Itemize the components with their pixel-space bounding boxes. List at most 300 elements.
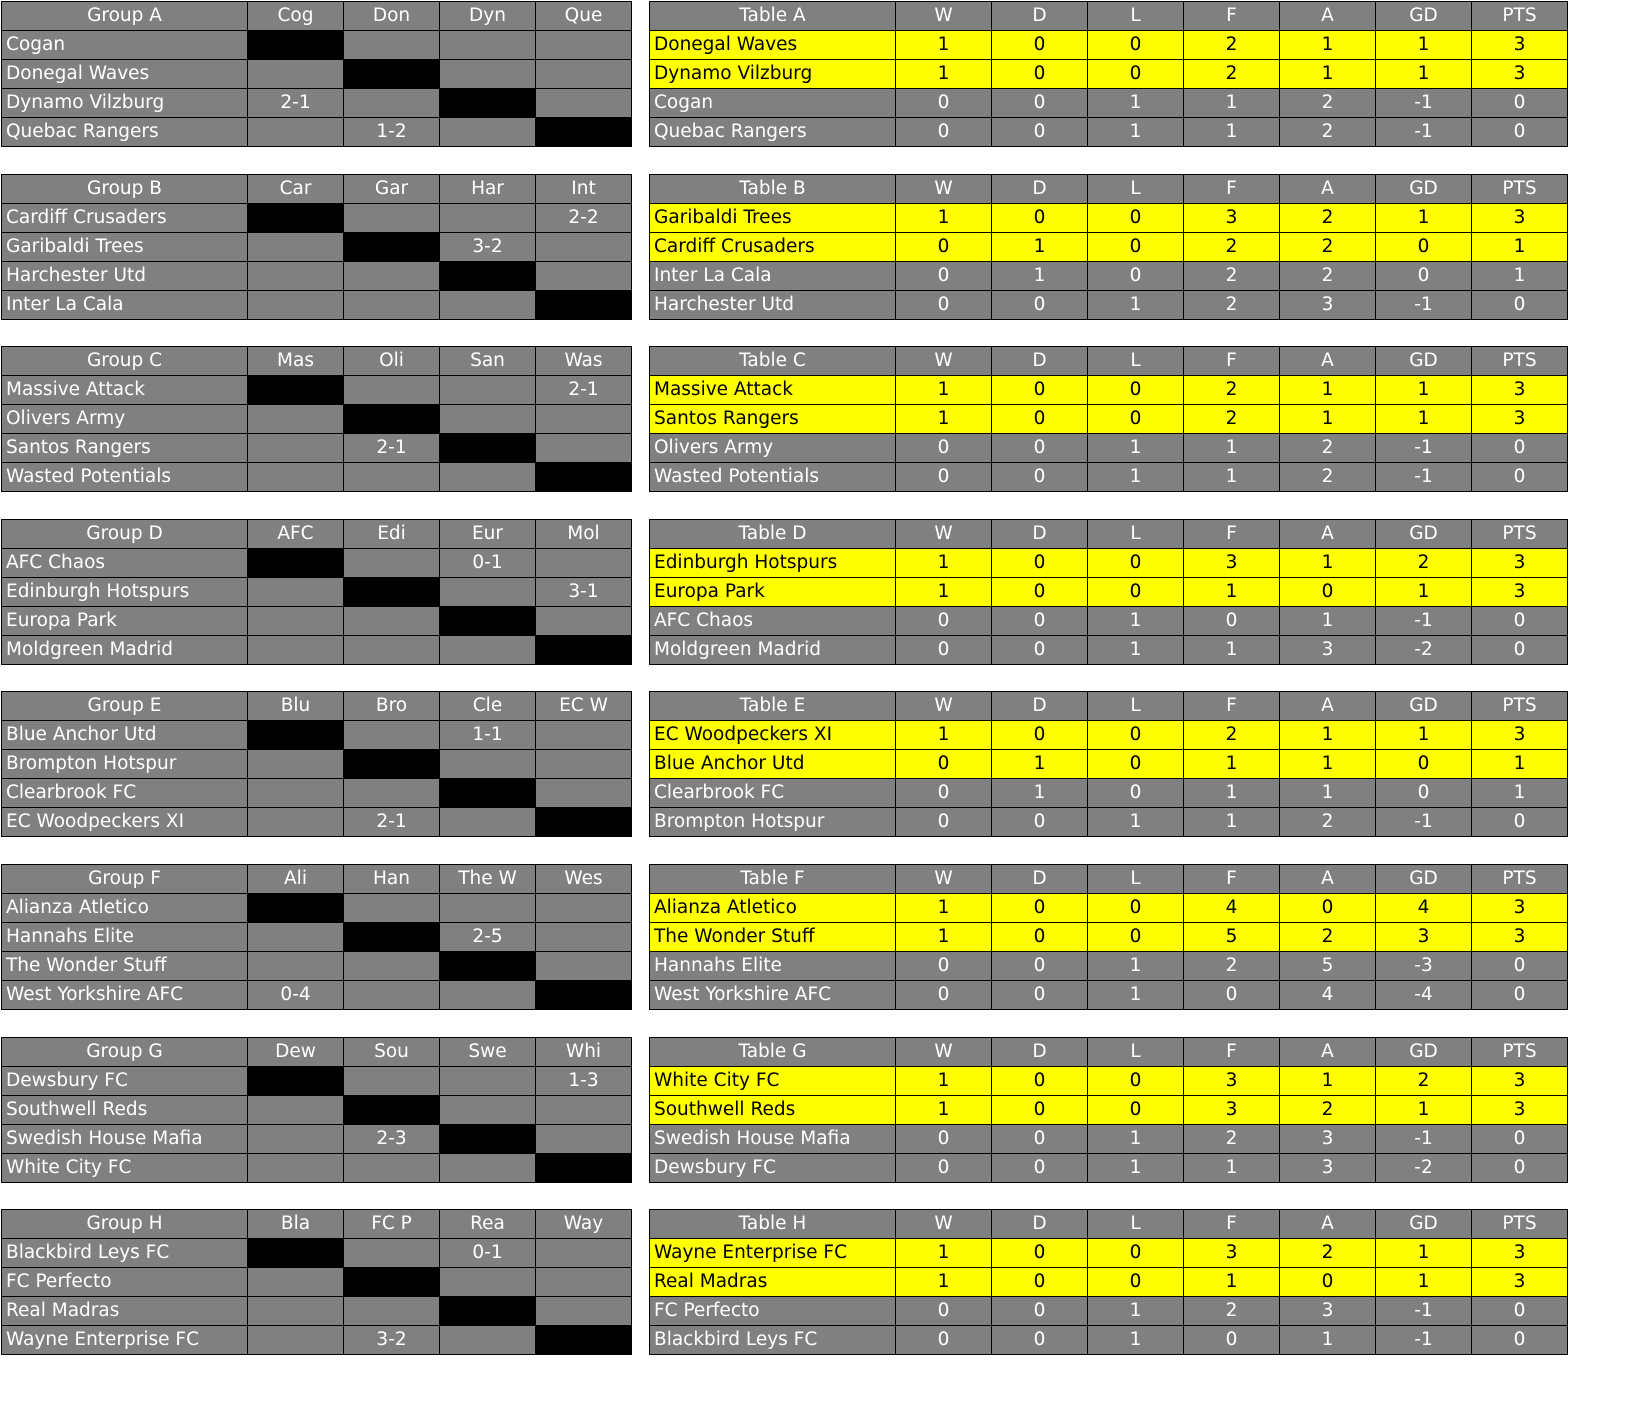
team-name-cell[interactable]: Harchester Utd — [2, 262, 248, 291]
stat-cell-w[interactable]: 1 — [896, 721, 992, 750]
opponent-column-header[interactable]: Oli — [344, 347, 440, 376]
stat-cell-d[interactable]: 0 — [992, 1268, 1088, 1297]
team-name-cell[interactable]: Brompton Hotspur — [2, 750, 248, 779]
stat-cell-pts[interactable]: 3 — [1472, 376, 1568, 405]
score-cell[interactable] — [536, 1268, 632, 1297]
stat-cell-gd[interactable]: -1 — [1376, 434, 1472, 463]
stat-cell-gd[interactable]: 1 — [1376, 721, 1472, 750]
team-name-cell[interactable]: White City FC — [2, 1154, 248, 1183]
opponent-column-header[interactable]: Cog — [248, 2, 344, 31]
team-name-cell[interactable]: Wasted Potentials — [2, 463, 248, 492]
stat-cell-w[interactable]: 0 — [896, 118, 992, 147]
score-cell[interactable] — [440, 894, 536, 923]
score-cell[interactable]: 2-2 — [536, 204, 632, 233]
score-cell[interactable] — [344, 636, 440, 665]
score-cell[interactable] — [248, 923, 344, 952]
stat-cell-l[interactable]: 1 — [1088, 1125, 1184, 1154]
stat-cell-a[interactable]: 0 — [1280, 578, 1376, 607]
opponent-column-header[interactable]: Car — [248, 175, 344, 204]
group-title[interactable]: Group F — [2, 865, 248, 894]
stat-column-header[interactable]: PTS — [1472, 1210, 1568, 1239]
stat-cell-f[interactable]: 2 — [1184, 262, 1280, 291]
team-name-cell[interactable]: EC Woodpeckers XI — [2, 808, 248, 837]
stat-cell-a[interactable]: 1 — [1280, 376, 1376, 405]
score-cell[interactable]: 3-2 — [440, 233, 536, 262]
stat-cell-pts[interactable]: 0 — [1472, 1154, 1568, 1183]
stat-cell-d[interactable]: 0 — [992, 636, 1088, 665]
group-title[interactable]: Group D — [2, 520, 248, 549]
stat-cell-w[interactable]: 0 — [896, 750, 992, 779]
stat-cell-gd[interactable]: -1 — [1376, 607, 1472, 636]
stat-column-header[interactable]: W — [896, 865, 992, 894]
stat-cell-pts[interactable]: 3 — [1472, 721, 1568, 750]
team-name-cell[interactable]: Dynamo Vilzburg — [650, 60, 896, 89]
team-name-cell[interactable]: FC Perfecto — [2, 1268, 248, 1297]
stat-cell-w[interactable]: 1 — [896, 1067, 992, 1096]
stat-cell-f[interactable]: 2 — [1184, 952, 1280, 981]
score-cell[interactable] — [248, 1125, 344, 1154]
stat-cell-f[interactable]: 2 — [1184, 1125, 1280, 1154]
score-cell[interactable] — [440, 463, 536, 492]
team-name-cell[interactable]: Blue Anchor Utd — [650, 750, 896, 779]
score-cell[interactable] — [344, 1154, 440, 1183]
stat-cell-a[interactable]: 3 — [1280, 1297, 1376, 1326]
score-cell[interactable] — [248, 118, 344, 147]
stat-cell-f[interactable]: 2 — [1184, 1297, 1280, 1326]
stat-cell-w[interactable]: 1 — [896, 60, 992, 89]
stat-cell-gd[interactable]: -1 — [1376, 89, 1472, 118]
stat-cell-a[interactable]: 5 — [1280, 952, 1376, 981]
stat-cell-a[interactable]: 1 — [1280, 549, 1376, 578]
stat-cell-a[interactable]: 2 — [1280, 463, 1376, 492]
stat-cell-a[interactable]: 2 — [1280, 89, 1376, 118]
team-name-cell[interactable]: Inter La Cala — [650, 262, 896, 291]
opponent-column-header[interactable]: Han — [344, 865, 440, 894]
score-cell[interactable] — [536, 1239, 632, 1268]
stat-cell-pts[interactable]: 3 — [1472, 1096, 1568, 1125]
stat-cell-a[interactable]: 0 — [1280, 1268, 1376, 1297]
stat-cell-gd[interactable]: 1 — [1376, 405, 1472, 434]
score-cell[interactable] — [344, 89, 440, 118]
score-cell[interactable] — [536, 1297, 632, 1326]
stat-cell-gd[interactable]: 1 — [1376, 376, 1472, 405]
stat-cell-l[interactable]: 0 — [1088, 1268, 1184, 1297]
team-name-cell[interactable]: Dewsbury FC — [650, 1154, 896, 1183]
stat-cell-a[interactable]: 1 — [1280, 750, 1376, 779]
stat-cell-pts[interactable]: 0 — [1472, 89, 1568, 118]
stat-cell-w[interactable]: 1 — [896, 376, 992, 405]
team-name-cell[interactable]: Wayne Enterprise FC — [650, 1239, 896, 1268]
stat-cell-l[interactable]: 0 — [1088, 578, 1184, 607]
score-cell[interactable] — [248, 779, 344, 808]
stat-cell-pts[interactable]: 0 — [1472, 636, 1568, 665]
team-name-cell[interactable]: Massive Attack — [2, 376, 248, 405]
stat-cell-l[interactable]: 0 — [1088, 750, 1184, 779]
stat-column-header[interactable]: D — [992, 1038, 1088, 1067]
stat-cell-w[interactable]: 0 — [896, 1326, 992, 1355]
stat-cell-gd[interactable]: 1 — [1376, 60, 1472, 89]
stat-cell-gd[interactable]: -2 — [1376, 636, 1472, 665]
team-name-cell[interactable]: Southwell Reds — [2, 1096, 248, 1125]
stat-cell-l[interactable]: 0 — [1088, 1096, 1184, 1125]
team-name-cell[interactable]: FC Perfecto — [650, 1297, 896, 1326]
stat-cell-f[interactable]: 1 — [1184, 118, 1280, 147]
stat-cell-l[interactable]: 0 — [1088, 262, 1184, 291]
stat-cell-gd[interactable]: -3 — [1376, 952, 1472, 981]
stat-cell-f[interactable]: 3 — [1184, 1096, 1280, 1125]
stat-cell-pts[interactable]: 1 — [1472, 233, 1568, 262]
team-name-cell[interactable]: Alianza Atletico — [650, 894, 896, 923]
opponent-column-header[interactable]: San — [440, 347, 536, 376]
stat-cell-gd[interactable]: -1 — [1376, 463, 1472, 492]
score-cell[interactable] — [440, 1154, 536, 1183]
stat-column-header[interactable]: L — [1088, 175, 1184, 204]
opponent-column-header[interactable]: Swe — [440, 1038, 536, 1067]
stat-cell-f[interactable]: 3 — [1184, 1067, 1280, 1096]
team-name-cell[interactable]: Hannahs Elite — [650, 952, 896, 981]
score-cell[interactable] — [344, 31, 440, 60]
stat-cell-a[interactable]: 1 — [1280, 1067, 1376, 1096]
stat-cell-d[interactable]: 0 — [992, 1125, 1088, 1154]
opponent-column-header[interactable]: Que — [536, 2, 632, 31]
stat-cell-w[interactable]: 1 — [896, 1268, 992, 1297]
stat-cell-gd[interactable]: 2 — [1376, 549, 1472, 578]
score-cell[interactable] — [248, 434, 344, 463]
team-name-cell[interactable]: Santos Rangers — [2, 434, 248, 463]
stat-column-header[interactable]: A — [1280, 520, 1376, 549]
stat-column-header[interactable]: L — [1088, 347, 1184, 376]
stat-cell-gd[interactable]: -1 — [1376, 291, 1472, 320]
score-cell[interactable] — [536, 1096, 632, 1125]
stat-cell-a[interactable]: 1 — [1280, 779, 1376, 808]
stat-cell-f[interactable]: 2 — [1184, 721, 1280, 750]
team-name-cell[interactable]: Swedish House Mafia — [2, 1125, 248, 1154]
stat-column-header[interactable]: L — [1088, 520, 1184, 549]
score-cell[interactable] — [440, 981, 536, 1010]
score-cell[interactable] — [344, 291, 440, 320]
stat-cell-f[interactable]: 2 — [1184, 233, 1280, 262]
score-cell[interactable]: 3-1 — [536, 578, 632, 607]
stat-cell-a[interactable]: 2 — [1280, 1239, 1376, 1268]
stat-cell-d[interactable]: 0 — [992, 376, 1088, 405]
score-cell[interactable] — [344, 1297, 440, 1326]
team-name-cell[interactable]: Moldgreen Madrid — [650, 636, 896, 665]
stat-cell-f[interactable]: 1 — [1184, 808, 1280, 837]
score-cell[interactable]: 0-1 — [440, 1239, 536, 1268]
stat-cell-pts[interactable]: 0 — [1472, 952, 1568, 981]
stat-column-header[interactable]: A — [1280, 692, 1376, 721]
stat-cell-pts[interactable]: 0 — [1472, 1125, 1568, 1154]
stat-cell-w[interactable]: 0 — [896, 89, 992, 118]
stat-column-header[interactable]: A — [1280, 347, 1376, 376]
stat-column-header[interactable]: D — [992, 2, 1088, 31]
opponent-column-header[interactable]: Don — [344, 2, 440, 31]
stat-column-header[interactable]: PTS — [1472, 692, 1568, 721]
stat-cell-pts[interactable]: 3 — [1472, 31, 1568, 60]
stat-cell-a[interactable]: 1 — [1280, 31, 1376, 60]
score-cell[interactable] — [536, 923, 632, 952]
team-name-cell[interactable]: Cardiff Crusaders — [650, 233, 896, 262]
stat-column-header[interactable]: W — [896, 692, 992, 721]
stat-cell-d[interactable]: 1 — [992, 779, 1088, 808]
stat-column-header[interactable]: W — [896, 347, 992, 376]
stat-column-header[interactable]: A — [1280, 1210, 1376, 1239]
stat-cell-d[interactable]: 0 — [992, 549, 1088, 578]
stat-cell-l[interactable]: 1 — [1088, 118, 1184, 147]
stat-cell-w[interactable]: 0 — [896, 808, 992, 837]
score-cell[interactable] — [248, 952, 344, 981]
stat-cell-pts[interactable]: 0 — [1472, 607, 1568, 636]
team-name-cell[interactable]: Cogan — [2, 31, 248, 60]
stat-cell-gd[interactable]: 4 — [1376, 894, 1472, 923]
stat-column-header[interactable]: D — [992, 692, 1088, 721]
score-cell[interactable] — [536, 405, 632, 434]
stat-cell-a[interactable]: 2 — [1280, 204, 1376, 233]
stat-cell-d[interactable]: 0 — [992, 1067, 1088, 1096]
stat-cell-pts[interactable]: 1 — [1472, 262, 1568, 291]
stat-cell-gd[interactable]: 1 — [1376, 1096, 1472, 1125]
stat-cell-l[interactable]: 0 — [1088, 779, 1184, 808]
score-cell[interactable] — [536, 31, 632, 60]
stat-cell-f[interactable]: 1 — [1184, 750, 1280, 779]
opponent-column-header[interactable]: Gar — [344, 175, 440, 204]
score-cell[interactable] — [536, 434, 632, 463]
stat-cell-gd[interactable]: -1 — [1376, 1326, 1472, 1355]
stat-column-header[interactable]: W — [896, 1210, 992, 1239]
score-cell[interactable] — [536, 89, 632, 118]
stat-cell-l[interactable]: 0 — [1088, 405, 1184, 434]
stat-cell-a[interactable]: 4 — [1280, 981, 1376, 1010]
stat-cell-l[interactable]: 0 — [1088, 233, 1184, 262]
score-cell[interactable]: 2-1 — [344, 434, 440, 463]
stat-cell-f[interactable]: 2 — [1184, 376, 1280, 405]
score-cell[interactable] — [440, 578, 536, 607]
stat-cell-l[interactable]: 0 — [1088, 1067, 1184, 1096]
stat-cell-l[interactable]: 1 — [1088, 808, 1184, 837]
stat-column-header[interactable]: L — [1088, 1210, 1184, 1239]
stat-cell-l[interactable]: 1 — [1088, 463, 1184, 492]
stat-cell-f[interactable]: 1 — [1184, 463, 1280, 492]
stat-column-header[interactable]: F — [1184, 520, 1280, 549]
stat-cell-pts[interactable]: 3 — [1472, 1239, 1568, 1268]
score-cell[interactable] — [536, 721, 632, 750]
score-cell[interactable] — [248, 60, 344, 89]
score-cell[interactable]: 0-4 — [248, 981, 344, 1010]
score-cell[interactable]: 0-1 — [440, 549, 536, 578]
stat-cell-l[interactable]: 0 — [1088, 204, 1184, 233]
stat-cell-w[interactable]: 0 — [896, 291, 992, 320]
team-name-cell[interactable]: Olivers Army — [2, 405, 248, 434]
group-title[interactable]: Group A — [2, 2, 248, 31]
score-cell[interactable]: 2-1 — [536, 376, 632, 405]
stat-column-header[interactable]: W — [896, 175, 992, 204]
stat-column-header[interactable]: PTS — [1472, 865, 1568, 894]
score-cell[interactable] — [344, 607, 440, 636]
team-name-cell[interactable]: Edinburgh Hotspurs — [2, 578, 248, 607]
score-cell[interactable] — [440, 1096, 536, 1125]
stat-column-header[interactable]: L — [1088, 692, 1184, 721]
stat-cell-gd[interactable]: 0 — [1376, 262, 1472, 291]
stat-cell-w[interactable]: 0 — [896, 233, 992, 262]
stat-cell-w[interactable]: 0 — [896, 779, 992, 808]
stat-column-header[interactable]: A — [1280, 865, 1376, 894]
team-name-cell[interactable]: Europa Park — [2, 607, 248, 636]
stat-cell-pts[interactable]: 0 — [1472, 463, 1568, 492]
team-name-cell[interactable]: Edinburgh Hotspurs — [650, 549, 896, 578]
stat-column-header[interactable]: GD — [1376, 1038, 1472, 1067]
stat-cell-f[interactable]: 3 — [1184, 1239, 1280, 1268]
stat-cell-d[interactable]: 0 — [992, 1096, 1088, 1125]
table-title[interactable]: Table G — [650, 1038, 896, 1067]
score-cell[interactable] — [440, 1067, 536, 1096]
stat-cell-l[interactable]: 1 — [1088, 981, 1184, 1010]
score-cell[interactable] — [440, 1326, 536, 1355]
team-name-cell[interactable]: Hannahs Elite — [2, 923, 248, 952]
opponent-column-header[interactable]: Ali — [248, 865, 344, 894]
opponent-column-header[interactable]: Bla — [248, 1210, 344, 1239]
opponent-column-header[interactable]: Edi — [344, 520, 440, 549]
stat-cell-d[interactable]: 0 — [992, 607, 1088, 636]
team-name-cell[interactable]: Quebac Rangers — [650, 118, 896, 147]
stat-cell-d[interactable]: 0 — [992, 952, 1088, 981]
opponent-column-header[interactable]: Int — [536, 175, 632, 204]
stat-cell-gd[interactable]: -1 — [1376, 118, 1472, 147]
group-title[interactable]: Group B — [2, 175, 248, 204]
score-cell[interactable] — [536, 779, 632, 808]
team-name-cell[interactable]: Donegal Waves — [2, 60, 248, 89]
group-title[interactable]: Group H — [2, 1210, 248, 1239]
opponent-column-header[interactable]: Sou — [344, 1038, 440, 1067]
table-title[interactable]: Table E — [650, 692, 896, 721]
team-name-cell[interactable]: Clearbrook FC — [650, 779, 896, 808]
stat-cell-l[interactable]: 0 — [1088, 923, 1184, 952]
stat-cell-d[interactable]: 0 — [992, 89, 1088, 118]
score-cell[interactable] — [536, 549, 632, 578]
stat-cell-d[interactable]: 0 — [992, 405, 1088, 434]
stat-column-header[interactable]: D — [992, 1210, 1088, 1239]
score-cell[interactable] — [536, 1125, 632, 1154]
stat-cell-a[interactable]: 1 — [1280, 1326, 1376, 1355]
team-name-cell[interactable]: Dynamo Vilzburg — [2, 89, 248, 118]
stat-cell-l[interactable]: 1 — [1088, 291, 1184, 320]
score-cell[interactable] — [440, 376, 536, 405]
stat-cell-a[interactable]: 1 — [1280, 607, 1376, 636]
score-cell[interactable] — [440, 750, 536, 779]
stat-cell-pts[interactable]: 3 — [1472, 1067, 1568, 1096]
stat-cell-f[interactable]: 5 — [1184, 923, 1280, 952]
stat-cell-a[interactable]: 2 — [1280, 434, 1376, 463]
stat-cell-gd[interactable]: 1 — [1376, 204, 1472, 233]
stat-column-header[interactable]: D — [992, 347, 1088, 376]
score-cell[interactable] — [536, 60, 632, 89]
stat-cell-w[interactable]: 0 — [896, 981, 992, 1010]
stat-cell-f[interactable]: 2 — [1184, 60, 1280, 89]
stat-cell-l[interactable]: 1 — [1088, 1326, 1184, 1355]
stat-cell-w[interactable]: 0 — [896, 1125, 992, 1154]
opponent-column-header[interactable]: FC P — [344, 1210, 440, 1239]
stat-cell-a[interactable]: 3 — [1280, 291, 1376, 320]
stat-cell-a[interactable]: 3 — [1280, 1154, 1376, 1183]
stat-cell-pts[interactable]: 3 — [1472, 405, 1568, 434]
team-name-cell[interactable]: AFC Chaos — [2, 549, 248, 578]
stat-cell-f[interactable]: 1 — [1184, 578, 1280, 607]
score-cell[interactable] — [248, 1268, 344, 1297]
stat-cell-d[interactable]: 0 — [992, 31, 1088, 60]
stat-cell-a[interactable]: 1 — [1280, 405, 1376, 434]
stat-cell-d[interactable]: 0 — [992, 923, 1088, 952]
stat-cell-pts[interactable]: 0 — [1472, 1326, 1568, 1355]
score-cell[interactable] — [248, 1297, 344, 1326]
stat-column-header[interactable]: L — [1088, 865, 1184, 894]
team-name-cell[interactable]: Clearbrook FC — [2, 779, 248, 808]
stat-cell-w[interactable]: 1 — [896, 1096, 992, 1125]
opponent-column-header[interactable]: The W — [440, 865, 536, 894]
stat-cell-pts[interactable]: 0 — [1472, 981, 1568, 1010]
stat-cell-d[interactable]: 1 — [992, 262, 1088, 291]
stat-cell-w[interactable]: 1 — [896, 405, 992, 434]
stat-cell-d[interactable]: 0 — [992, 204, 1088, 233]
stat-cell-d[interactable]: 0 — [992, 578, 1088, 607]
opponent-column-header[interactable]: Whi — [536, 1038, 632, 1067]
stat-column-header[interactable]: W — [896, 2, 992, 31]
stat-cell-a[interactable]: 2 — [1280, 118, 1376, 147]
score-cell[interactable] — [536, 233, 632, 262]
stat-cell-w[interactable]: 1 — [896, 549, 992, 578]
stat-column-header[interactable]: L — [1088, 1038, 1184, 1067]
stat-cell-w[interactable]: 1 — [896, 1239, 992, 1268]
opponent-column-header[interactable]: Was — [536, 347, 632, 376]
stat-cell-w[interactable]: 1 — [896, 578, 992, 607]
score-cell[interactable] — [536, 607, 632, 636]
stat-cell-a[interactable]: 2 — [1280, 233, 1376, 262]
stat-cell-f[interactable]: 3 — [1184, 204, 1280, 233]
stat-column-header[interactable]: GD — [1376, 1210, 1472, 1239]
team-name-cell[interactable]: Blackbird Leys FC — [2, 1239, 248, 1268]
stat-cell-l[interactable]: 1 — [1088, 952, 1184, 981]
stat-cell-d[interactable]: 0 — [992, 1326, 1088, 1355]
stat-cell-d[interactable]: 0 — [992, 981, 1088, 1010]
stat-cell-w[interactable]: 1 — [896, 894, 992, 923]
stat-cell-gd[interactable]: 3 — [1376, 923, 1472, 952]
team-name-cell[interactable]: Real Madras — [650, 1268, 896, 1297]
stat-cell-l[interactable]: 0 — [1088, 721, 1184, 750]
team-name-cell[interactable]: Europa Park — [650, 578, 896, 607]
stat-cell-pts[interactable]: 0 — [1472, 1297, 1568, 1326]
stat-cell-d[interactable]: 1 — [992, 233, 1088, 262]
stat-column-header[interactable]: F — [1184, 692, 1280, 721]
stat-column-header[interactable]: GD — [1376, 692, 1472, 721]
score-cell[interactable] — [344, 1067, 440, 1096]
stat-cell-a[interactable]: 1 — [1280, 721, 1376, 750]
team-name-cell[interactable]: Swedish House Mafia — [650, 1125, 896, 1154]
score-cell[interactable] — [440, 808, 536, 837]
team-name-cell[interactable]: Wasted Potentials — [650, 463, 896, 492]
opponent-column-header[interactable]: Cle — [440, 692, 536, 721]
team-name-cell[interactable]: West Yorkshire AFC — [650, 981, 896, 1010]
stat-cell-a[interactable]: 2 — [1280, 923, 1376, 952]
stat-cell-w[interactable]: 0 — [896, 463, 992, 492]
team-name-cell[interactable]: White City FC — [650, 1067, 896, 1096]
team-name-cell[interactable]: Brompton Hotspur — [650, 808, 896, 837]
score-cell[interactable] — [248, 607, 344, 636]
stat-cell-pts[interactable]: 0 — [1472, 434, 1568, 463]
stat-cell-f[interactable]: 1 — [1184, 779, 1280, 808]
stat-column-header[interactable]: W — [896, 1038, 992, 1067]
score-cell[interactable] — [248, 233, 344, 262]
score-cell[interactable] — [248, 808, 344, 837]
stat-cell-d[interactable]: 0 — [992, 434, 1088, 463]
stat-cell-a[interactable]: 2 — [1280, 1096, 1376, 1125]
